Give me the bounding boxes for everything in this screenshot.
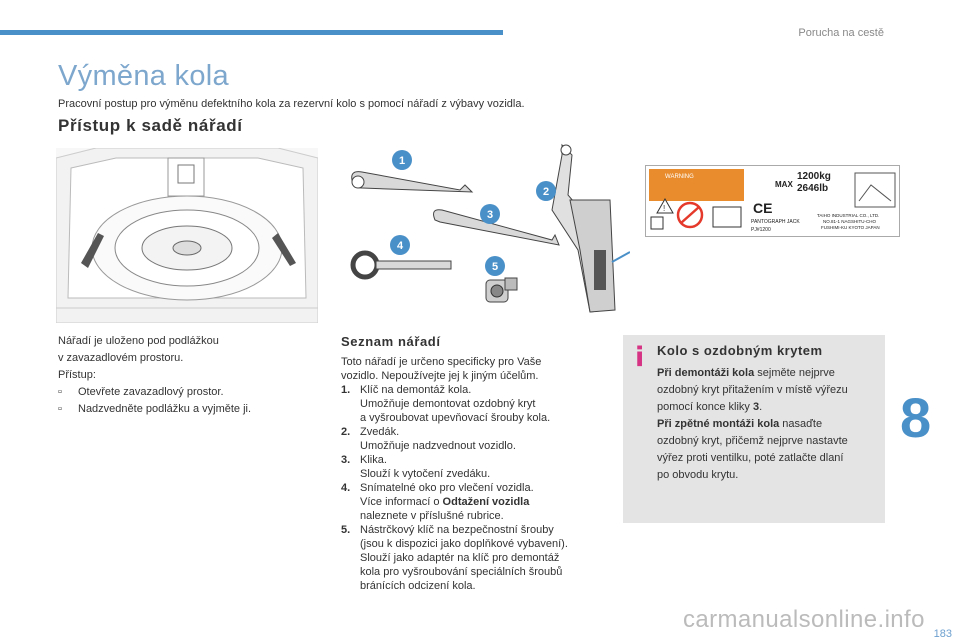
section-name: Porucha na cestě xyxy=(798,27,884,39)
list-item: 2. Zvedák. Umožňuje nadzvednout vozidlo. xyxy=(341,426,516,452)
svg-text:5: 5 xyxy=(491,261,499,273)
sticker-addr1: NO.81-1 NAGSHITU-CHO xyxy=(823,219,877,224)
jack-sticker xyxy=(645,165,900,237)
list-item: 3. Klika. Slouží k vytočení zvedáku. xyxy=(341,454,491,480)
sticker-model: PANTOGRAPH JACK xyxy=(751,219,800,225)
list-item: 4. Snímatelné oko pro vlečení vozidla. Více informací o Odtažení vozidla naleznete v příslušné rubrice. xyxy=(341,482,534,522)
info-title: Kolo s ozdobným krytem xyxy=(657,343,823,358)
svg-text:2: 2 xyxy=(542,186,550,198)
sticker-kg: 1200kg xyxy=(797,171,831,182)
info-icon: i xyxy=(635,342,645,373)
sticker-warning: WARNING xyxy=(665,174,694,180)
access-text: Nářadí je uloženo pod podlážkou v zavazadlovém prostoru. Přístup: ▫ Otevřete zavazadlový prostor. ▫ Nadzvedněte podlážku a vyjměte ji. xyxy=(58,333,318,418)
list-item: 5. Nástrčkový klíč na bezpečnostní šrouby (jsou k dispozici jako doplňkové vybavení). Slouží jako adaptér na klíč pro demontáž kola pro vyšroubování speciálních šroubů bránících odcizení kola. xyxy=(341,524,568,592)
trunk-photo xyxy=(56,148,318,323)
sticker-max: MAX xyxy=(775,180,793,189)
list-item: ▫ Otevřete zavazadlový prostor. xyxy=(58,386,224,398)
sticker-addr2: FUSHIMI-KU KYOTO JAPAN xyxy=(821,225,880,230)
callout-line xyxy=(612,252,630,262)
tools-list-title: Seznam nářadí xyxy=(341,334,441,349)
chapter-number: 8 xyxy=(900,386,932,449)
header-accent-bar xyxy=(0,30,503,35)
svg-text:3: 3 xyxy=(486,209,494,221)
list-item: 1. Klíč na demontáž kola. Umožňuje demontovat ozdobný kryt a vyšroubovat upevňovací šrouby kola. xyxy=(341,384,551,424)
page-title: Výměna kola xyxy=(58,60,229,92)
info-box xyxy=(623,335,885,523)
towing-eye-icon xyxy=(353,253,377,277)
page-number: 183 xyxy=(933,628,952,640)
jack-icon xyxy=(552,145,615,312)
svg-text:1: 1 xyxy=(398,155,406,167)
intro-text: Pracovní postup pro výměnu defektního kola za rezervní kolo s pomocí nářadí z výbavy vozidla. xyxy=(58,98,525,110)
info-text: Při demontáži kola sejměte nejprve ozdobný kryt přitažením v místě výřezu pomocí konce kliky 3. Při zpětné montáži kola nasaďte ozdobný kryt, přičemž nejprve nastavte výřez proti ventilku, poté zatlačte dlaní po obvodu krytu. xyxy=(657,367,848,481)
sticker-lb: 2646lb xyxy=(797,183,829,194)
socket-key-icon xyxy=(486,278,517,302)
watermark: carmanualsonline.info xyxy=(683,606,925,633)
tools-list: Toto nářadí je určeno specificky pro Vaše vozidlo. Nepoužívejte jej k jiným účelům. 1. Klíč na demontáž kola. Umožňuje demontovat ozdobný kryt a vyšroubovat upevňovací šrouby kola. 2. Zvedák. Umožňuje nadzvednout vozidlo. 3. Klika. Slouží k vytočení zvedáku. 4. Snímatelné oko pro vlečení vozidla. Více informací o Odtažení vozidla naleznete v příslušné rubrice. 5. Nástrčkový klíč na bezpečnostní šrouby (jsou k dispozici jako doplňkové vybavení). Slouží jako adaptér na klíč pro demontáž kola pro vyšroubování speciálních šroubů bránících odcizení kola. xyxy=(341,355,616,593)
sticker-code: PJ#1200 xyxy=(751,227,771,233)
svg-text:CE: CE xyxy=(753,200,773,216)
tools-illustration xyxy=(340,140,630,325)
list-item: ▫ Nadzvedněte podlážku a vyjměte ji. xyxy=(58,403,252,415)
svg-text:!: ! xyxy=(663,204,666,213)
sticker-maker: TAIHO INDUSTRIAL CO., LTD. xyxy=(817,213,880,218)
svg-text:4: 4 xyxy=(396,240,404,252)
wheel-brace-icon xyxy=(352,172,472,192)
section-subtitle: Přístup k sadě nářadí xyxy=(58,116,243,135)
